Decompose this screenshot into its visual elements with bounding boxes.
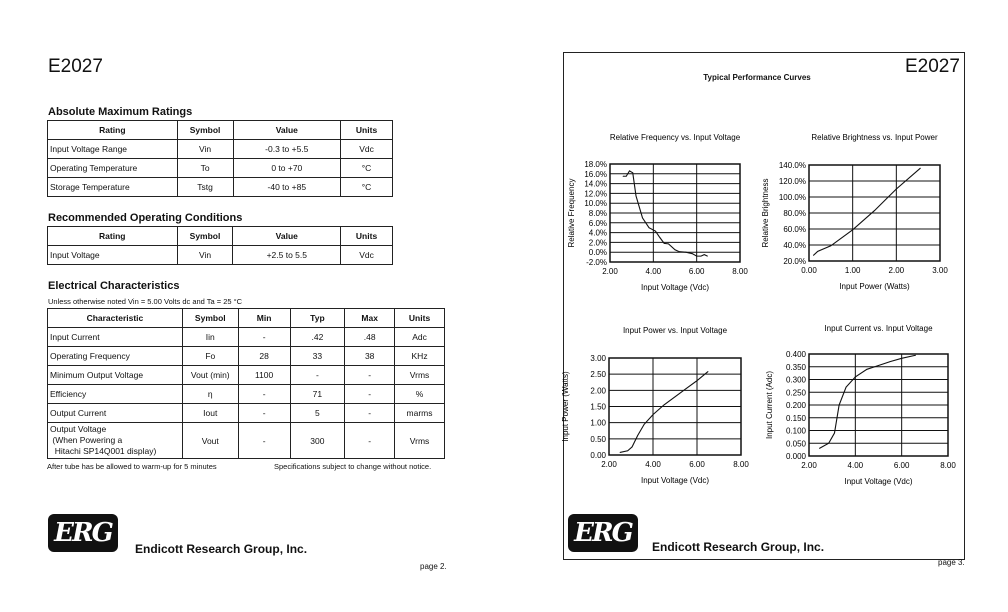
column-header: Min: [238, 309, 290, 328]
data-point: [696, 256, 697, 257]
y-tick-label: 0.000: [785, 452, 806, 461]
data-point: [627, 450, 628, 451]
y-tick-label: 2.00: [590, 386, 606, 396]
table-cell: Input Voltage: [48, 246, 178, 265]
x-axis-label: Input Power (Watts): [839, 282, 910, 291]
table-cell: -40 to +85: [233, 178, 341, 197]
data-point: [629, 170, 630, 171]
data-point: [636, 195, 637, 196]
y-tick-label: -2.0%: [586, 258, 607, 267]
data-point: [708, 371, 709, 372]
x-tick-label: 1.00: [844, 266, 861, 275]
y-tick-label: 3.00: [590, 354, 606, 363]
column-header: Units: [395, 309, 445, 328]
data-point: [664, 243, 665, 244]
table-cell: 1100: [238, 366, 290, 385]
x-tick-label: 4.00: [645, 460, 661, 469]
y-tick-label: 1.00: [590, 418, 606, 428]
data-point: [878, 365, 879, 366]
x-axis-label: Input Voltage (Vdc): [844, 477, 913, 486]
footnote-warmup: After tube has be allowed to warm-up for 5 minutes: [47, 462, 217, 471]
data-point: [623, 176, 624, 177]
table-cell: -: [238, 404, 290, 423]
erg-logo: ERG: [48, 514, 118, 552]
x-tick-label: 2.00: [602, 267, 618, 276]
footnote-spec: Specifications subject to change without notice.: [274, 462, 432, 471]
table-cell: Input Voltage Range: [48, 140, 178, 159]
table-cell: .48: [345, 328, 395, 347]
rec-op-title: Recommended Operating Conditions: [48, 212, 243, 224]
y-tick-label: 140.0%: [778, 161, 806, 170]
page-number: page 3.: [938, 558, 965, 567]
company-name: Endicott Research Group, Inc.: [652, 540, 825, 554]
table-cell: 300: [290, 423, 345, 459]
data-point: [697, 380, 698, 381]
y-tick-label: 2.50: [590, 370, 606, 380]
y-tick-label: 40.0%: [783, 241, 806, 250]
chart-title: Relative Frequency vs. Input Voltage: [609, 133, 741, 142]
x-tick-label: 2.00: [888, 266, 905, 275]
curves-title: Typical Performance Curves: [703, 73, 811, 82]
data-point: [642, 218, 643, 219]
x-tick-label: 2.00: [601, 460, 617, 469]
data-point: [867, 369, 868, 370]
table-cell: -: [238, 328, 290, 347]
y-axis-label: Relative Brightness: [761, 178, 770, 248]
table-cell: 5: [290, 404, 345, 423]
data-point: [915, 355, 916, 356]
page-number: page 2.: [420, 562, 447, 571]
table-cell: Storage Temperature: [48, 178, 178, 197]
y-tick-label: 0.150: [785, 413, 806, 423]
y-tick-label: 0.050: [785, 439, 806, 449]
table-cell: Adc: [395, 328, 445, 347]
table-cell: .42: [290, 328, 345, 347]
y-tick-label: 6.0%: [588, 218, 607, 228]
table-cell: -0.3 to +5.5: [233, 140, 341, 159]
table-cell: Operating Temperature: [48, 159, 178, 178]
data-point: [644, 424, 645, 425]
table-cell: Iout: [182, 404, 238, 423]
erg-logo: ERG: [568, 514, 638, 552]
column-header: Symbol: [177, 121, 233, 140]
x-tick-label: 8.00: [733, 460, 749, 469]
table-cell: 33: [290, 347, 345, 366]
table-cell: -: [345, 423, 395, 459]
data-point: [664, 404, 665, 405]
y-axis-label: Input Power (Watts): [561, 371, 570, 442]
table-cell: 28: [238, 347, 290, 366]
y-axis-label: Input Current (Adc): [765, 370, 774, 440]
x-tick-label: 2.00: [801, 461, 817, 470]
table-cell: Input Current: [48, 328, 183, 347]
table-cell: Efficiency: [48, 385, 183, 404]
data-point: [632, 447, 633, 448]
x-tick-label: 8.00: [732, 267, 748, 276]
data-point: [830, 245, 831, 246]
x-tick-label: 6.00: [688, 267, 705, 276]
x-axis-label: Input Voltage (Vdc): [640, 476, 710, 485]
table-cell: °C: [341, 159, 393, 178]
model-number-right: E2027: [905, 56, 960, 77]
y-tick-label: 14.0%: [584, 179, 607, 189]
table-cell: -: [238, 423, 290, 459]
y-tick-label: 16.0%: [584, 169, 607, 179]
data-point: [839, 405, 840, 406]
column-header: Symbol: [177, 227, 233, 246]
chart-title: Relative Brightness vs. Input Power: [811, 133, 938, 142]
table-cell: Vrms: [395, 366, 445, 385]
data-point: [813, 255, 814, 256]
y-tick-label: 0.00: [590, 451, 606, 460]
data-point: [855, 377, 856, 378]
y-tick-label: 100.0%: [778, 193, 806, 202]
column-header: Typ: [290, 309, 345, 328]
data-point: [920, 168, 921, 169]
table-cell: +2.5 to 5.5: [233, 246, 341, 265]
data-point: [846, 387, 847, 388]
table-cell: -: [238, 385, 290, 404]
x-tick-label: 8.00: [940, 461, 956, 470]
data-line: [819, 355, 915, 448]
elec-title: Electrical Characteristics: [48, 280, 180, 292]
data-point: [632, 172, 633, 173]
data-point: [817, 251, 818, 252]
data-point: [653, 414, 654, 415]
table-cell: Tstg: [177, 178, 233, 197]
table-cell: %: [395, 385, 445, 404]
column-header: Max: [345, 309, 395, 328]
y-tick-label: 1.50: [590, 402, 606, 412]
table-cell: Iin: [182, 328, 238, 347]
column-header: Units: [341, 227, 393, 246]
column-header: Value: [233, 121, 341, 140]
table-cell: Output Voltage (When Powering a Hitachi SP14Q001 display): [48, 423, 183, 459]
y-tick-label: 0.200: [785, 401, 806, 410]
x-tick-label: 3.00: [932, 266, 948, 275]
table-cell: 71: [290, 385, 345, 404]
y-tick-label: 0.400: [785, 350, 806, 359]
data-point: [874, 210, 875, 211]
column-header: Rating: [48, 227, 178, 246]
data-point: [692, 253, 693, 254]
data-point: [685, 252, 686, 253]
x-tick-label: 4.00: [645, 267, 662, 276]
data-point: [620, 452, 621, 453]
table-cell: marms: [395, 404, 445, 423]
table-cell: -: [345, 404, 395, 423]
column-header: Characteristic: [48, 309, 183, 328]
x-tick-label: 6.00: [893, 461, 910, 470]
column-header: Units: [341, 121, 393, 140]
company-name: Endicott Research Group, Inc.: [135, 542, 308, 556]
data-point: [819, 448, 820, 449]
y-tick-label: 2.0%: [588, 238, 607, 248]
table-cell: Output Current: [48, 404, 183, 423]
x-axis-label: Input Voltage (Vdc): [640, 283, 710, 292]
chart-title: Input Power vs. Input Voltage: [622, 326, 728, 335]
y-tick-label: 20.0%: [783, 257, 806, 266]
table-cell: -: [345, 385, 395, 404]
data-point: [834, 433, 835, 434]
data-point: [655, 231, 656, 232]
abs-max-title: Absolute Maximum Ratings: [48, 106, 193, 118]
data-point: [686, 388, 687, 389]
y-tick-label: 0.50: [590, 434, 606, 444]
data-point: [649, 227, 650, 228]
data-point: [707, 256, 708, 257]
x-tick-label: 6.00: [689, 460, 705, 469]
elec-note: Unless otherwise noted Vin = 5.00 Volts dc and Ta = 25 °C: [48, 297, 243, 306]
table-cell: °C: [341, 178, 393, 197]
y-tick-label: 120.0%: [778, 177, 806, 186]
data-point: [828, 443, 829, 444]
data-line: [620, 372, 708, 453]
table-cell: Vout: [182, 423, 238, 459]
table-cell: Fo: [182, 347, 238, 366]
data-point: [668, 243, 669, 244]
data-point: [675, 249, 676, 250]
data-point: [704, 254, 705, 255]
table-cell: Minimum Output Voltage: [48, 366, 183, 385]
column-header: Symbol: [182, 309, 238, 328]
x-tick-label: 4.00: [847, 461, 864, 470]
data-point: [901, 358, 902, 359]
table-cell: To: [177, 159, 233, 178]
y-tick-label: 0.100: [785, 426, 806, 436]
table-cell: 38: [345, 347, 395, 366]
y-axis-label: Relative Frequency: [567, 178, 576, 248]
y-tick-label: 12.0%: [584, 189, 607, 199]
column-header: Value: [233, 227, 341, 246]
table-cell: KHz: [395, 347, 445, 366]
y-tick-label: 8.0%: [588, 209, 607, 218]
y-tick-label: 0.300: [785, 375, 806, 385]
table-cell: -: [345, 366, 395, 385]
table-cell: 0 to +70: [233, 159, 341, 178]
data-point: [626, 176, 627, 177]
table-cell: -: [290, 366, 345, 385]
data-point: [637, 435, 638, 436]
y-tick-label: 0.250: [785, 388, 806, 398]
table-cell: η: [182, 385, 238, 404]
table-cell: Vdc: [341, 140, 393, 159]
y-tick-label: 0.350: [785, 362, 806, 372]
data-point: [852, 229, 853, 230]
data-point: [659, 237, 660, 238]
table-cell: Vin: [177, 140, 233, 159]
y-tick-label: 80.0%: [783, 209, 806, 218]
y-tick-label: 4.0%: [588, 228, 607, 238]
data-point: [890, 361, 891, 362]
y-tick-label: 10.0%: [584, 199, 607, 209]
chart-title: Input Current vs. Input Voltage: [824, 324, 933, 333]
table-cell: Operating Frequency: [48, 347, 183, 366]
column-header: Rating: [48, 121, 178, 140]
y-tick-label: 18.0%: [584, 160, 607, 169]
table-cell: Vin: [177, 246, 233, 265]
x-tick-label: 0.00: [801, 266, 817, 275]
data-point: [675, 396, 676, 397]
data-point: [701, 256, 702, 257]
data-point: [679, 251, 680, 252]
data-point: [896, 189, 897, 190]
model-number-left: E2027: [48, 56, 103, 77]
table-cell: Vrms: [395, 423, 445, 459]
y-tick-label: 0.0%: [588, 248, 607, 258]
table-cell: Vdc: [341, 246, 393, 265]
table-cell: Vout (min): [182, 366, 238, 385]
y-tick-label: 60.0%: [783, 225, 806, 234]
